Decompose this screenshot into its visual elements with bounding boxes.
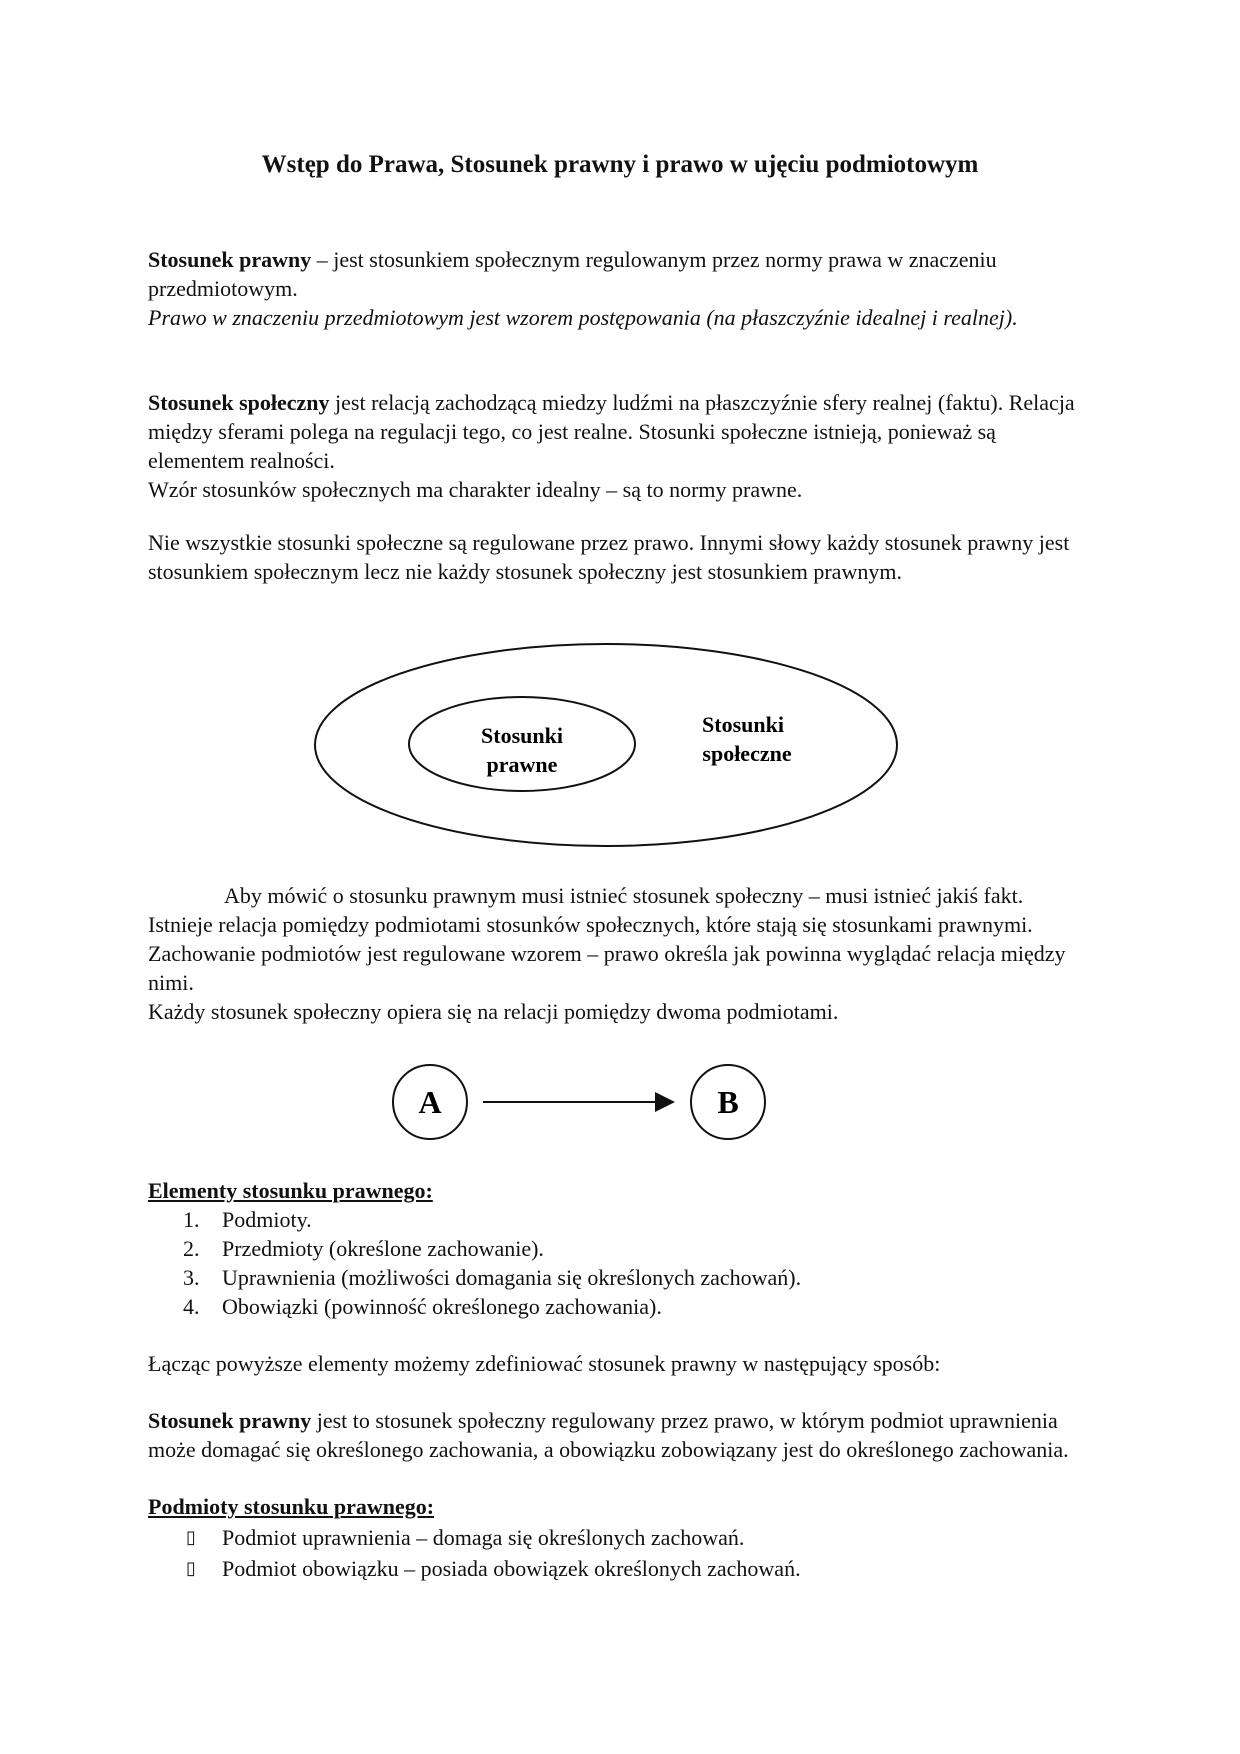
paragraph-social-relation [148,388,1088,504]
elements-list [148,1205,1088,1321]
elements-heading: Elementy stosunku prawnego: [148,1178,433,1203]
outer-label-1: Stosunki [702,712,784,737]
elements-section [148,1176,1088,1321]
bullet-icon: ▯ [186,1527,196,1548]
inner-label-2: prawne [486,752,558,777]
objective-law-italic: Prawo w znaczeniu przedmiotowym jest wzorem postępowania (na płaszczyźnie idealnej i realnej). [148,305,1018,330]
venn-diagram [310,640,910,850]
paragraph-fact: Aby mówić o stosunku prawnym musi istnieć stosunek społeczny – musi istnieć jakiś fakt. Istnieje relacja pomiędzy podmiotami stosunków społecznych, które stają się stosunkami prawnymi. Zachowanie podmiotów jest regulowane wzorem – prawo określa jak powinna wyglądać relacja między nimi. Każdy stosunek społeczny opiera się na relacji pomiędzy dwoma podmiotami. [148,883,1066,1024]
subjects-heading: Podmioty stosunku prawnego: [148,1494,435,1519]
list-item: ▯ Podmiot obowiązku – posiada obowiązek określonych zachowań. [186,1556,801,1581]
list-item: 1. Podmioty. [183,1207,312,1232]
paragraph-combining: Łącząc powyższe elementy możemy zdefiniować stosunek prawny w następujący sposób: [148,1351,941,1376]
term-social-relation: Stosunek społeczny [148,390,330,415]
relation-diagram [385,1060,770,1144]
subject-b-label: B [717,1084,739,1120]
paragraph-legal-relation-intro [148,245,1088,332]
paragraph-definition: Stosunek prawny jest to stosunek społeczny regulowany przez prawo, w którym podmiot uprawnienia może domagać się określonego zachowania, a obowiązku zobowiązany jest do określonego zachowania. [148,1408,1069,1462]
term-legal-relation: Stosunek prawny [148,247,312,272]
list-item: 3. Uprawnienia (możliwości domagania się określonych zachowań). [183,1265,802,1290]
outer-label-2: społeczne [702,741,792,766]
definition-text: – jest stosunkiem społecznym regulowanym przez normy prawa w znaczeniu przedmiotowym. [148,247,997,301]
subject-a-label: A [418,1084,442,1120]
term-legal-relation-2: Stosunek prawny [148,1408,312,1433]
social-relation-text-2: Wzór stosunków społecznych ma charakter idealny – są to normy prawne. [148,477,803,502]
bullet-icon: ▯ [186,1558,196,1579]
social-relation-text: jest relacją zachodzącą miedzy ludźmi na płaszczyźnie sfery realnej (faktu). Relacja między sferami polega na regulacji tego, co jest realne. Stosunki społeczne istnieją, ponieważ są elementem realności. [148,390,1075,473]
list-item: 2. Przedmioty (określone zachowanie). [183,1236,544,1261]
subjects-section [148,1492,1088,1583]
list-item: 4. Obowiązki (powinność określonego zachowania). [183,1294,662,1319]
list-item: ▯ Podmiot uprawnienia – domaga się określonych zachowań. [186,1525,745,1550]
inner-label-1: Stosunki [481,723,563,748]
outer-ellipse-social [315,644,897,846]
paragraph-not-all: Nie wszystkie stosunki społeczne są regulowane przez prawo. Innymi słowy każdy stosunek prawny jest stosunkiem społecznym lecz nie każdy stosunek społeczny jest stosunkiem prawnym. [148,530,1070,584]
page-title: Wstęp do Prawa, Stosunek prawny i prawo w ujęciu podmiotowym [261,151,979,178]
